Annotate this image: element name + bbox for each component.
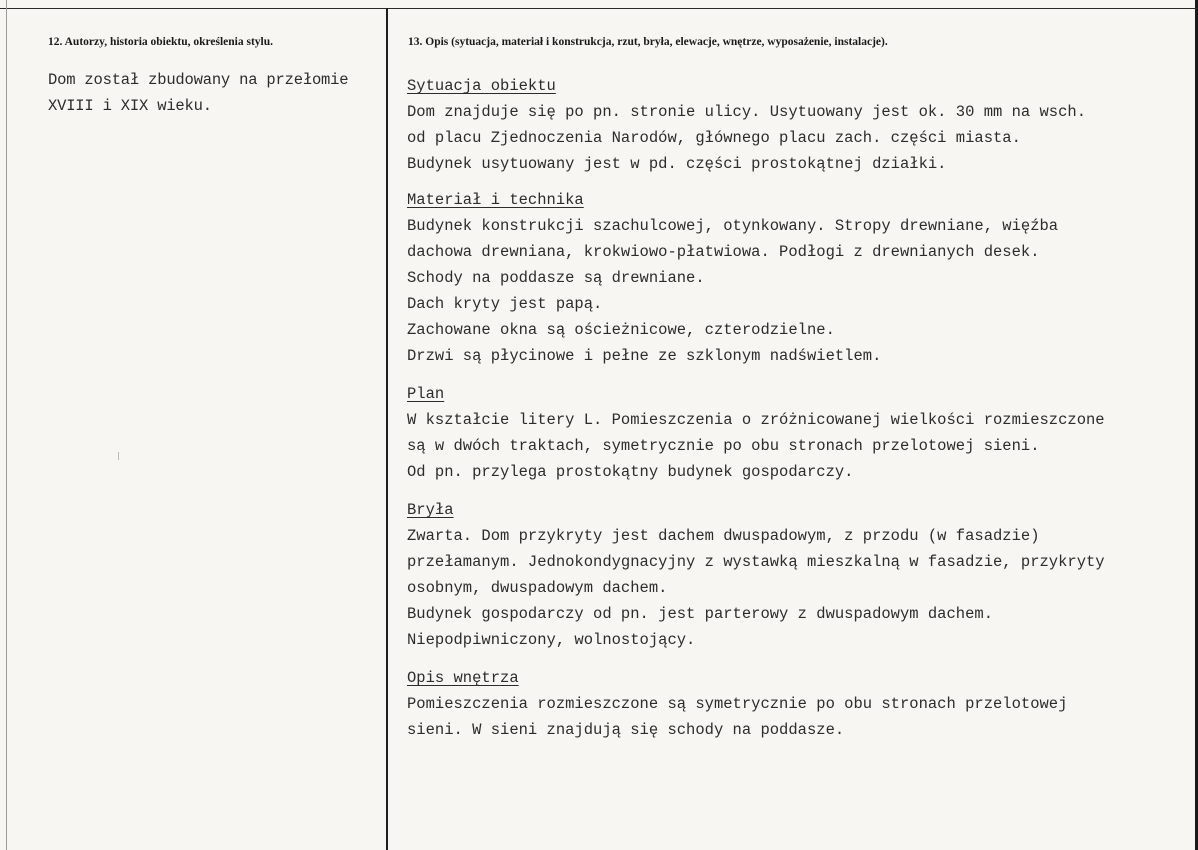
- field-13-heading: 13. Opis (sytuacja, materiał i konstrukcja, rzut, bryła, elewacje, wnętrze, wyposażenie, instalacje).: [408, 36, 888, 48]
- text-line: XVIII i XIX wieku.: [48, 97, 212, 115]
- section-massing: [407, 497, 1182, 653]
- text-line: są w dwóch traktach, symetrycznie po obu stronach przelotowej sieni.: [407, 437, 1040, 455]
- text-line: dachowa drewniana, krokwiowo-płatwiowa. Podłogi z drewnianych desek.: [407, 243, 1040, 261]
- section-title: Sytuacja obiektu: [407, 77, 556, 95]
- text-line: Schody na poddasze są drewniane.: [407, 269, 705, 287]
- paper-speck: [118, 452, 119, 460]
- section-plan: [407, 381, 1182, 485]
- text-line: Od pn. przylega prostokątny budynek gospodarczy.: [407, 463, 854, 481]
- text-line: przełamanym. Jednokondygnacyjny z wystawką mieszkalną w fasadzie, przykryty: [407, 553, 1105, 571]
- text-line: Zwarta. Dom przykryty jest dachem dwuspadowym, z przodu (w fasadzie): [407, 527, 1040, 545]
- text-line: Dach kryty jest papą.: [407, 295, 603, 313]
- text-line: od placu Zjednoczenia Narodów, głównego placu zach. części miasta.: [407, 129, 1021, 147]
- section-material: [407, 187, 1182, 369]
- field-13-content: [407, 73, 1182, 743]
- text-line: W kształcie litery L. Pomieszczenia o zróżnicowanej wielkości rozmieszczone: [407, 411, 1105, 429]
- left-border: [6, 0, 7, 850]
- section-title: Plan: [407, 385, 445, 403]
- section-title: Bryła: [407, 501, 454, 519]
- top-border: [0, 8, 1198, 9]
- text-line: sieni. W sieni znajdują się schody na poddasze.: [407, 721, 845, 739]
- section-title: Materiał i technika: [407, 191, 584, 209]
- text-line: Pomieszczenia rozmieszczone są symetrycznie po obu stronach przelotowej: [407, 695, 1068, 713]
- text-line: Niepodpiwniczony, wolnostojący.: [407, 631, 696, 649]
- text-line: Dom znajduje się po pn. stronie ulicy. Usytuowany jest ok. 30 mm na wsch.: [407, 103, 1087, 121]
- text-line: Zachowane okna są ościeżnicowe, czterodzielne.: [407, 321, 835, 339]
- section-interior: [407, 665, 1182, 743]
- text-line: Drzwi są płycinowe i pełne ze szklonym nadświetlem.: [407, 347, 882, 365]
- text-line: Budynek konstrukcji szachulcowej, otynkowany. Stropy drewniane, więźba: [407, 217, 1059, 235]
- text-line: Budynek usytuowany jest w pd. części prostokątnej działki.: [407, 155, 947, 173]
- section-situation: [407, 73, 1182, 177]
- text-line: osobnym, dwuspadowym dachem.: [407, 579, 668, 597]
- section-title: Opis wnętrza: [407, 669, 519, 687]
- field-12-content: [48, 67, 384, 119]
- text-line: Dom został zbudowany na przełomie: [48, 71, 349, 89]
- text-line: Budynek gospodarczy od pn. jest parterowy z dwuspadowym dachem.: [407, 605, 993, 623]
- column-divider: [386, 8, 388, 850]
- field-12-heading: 12. Autorzy, historia obiektu, określenia stylu.: [48, 36, 274, 48]
